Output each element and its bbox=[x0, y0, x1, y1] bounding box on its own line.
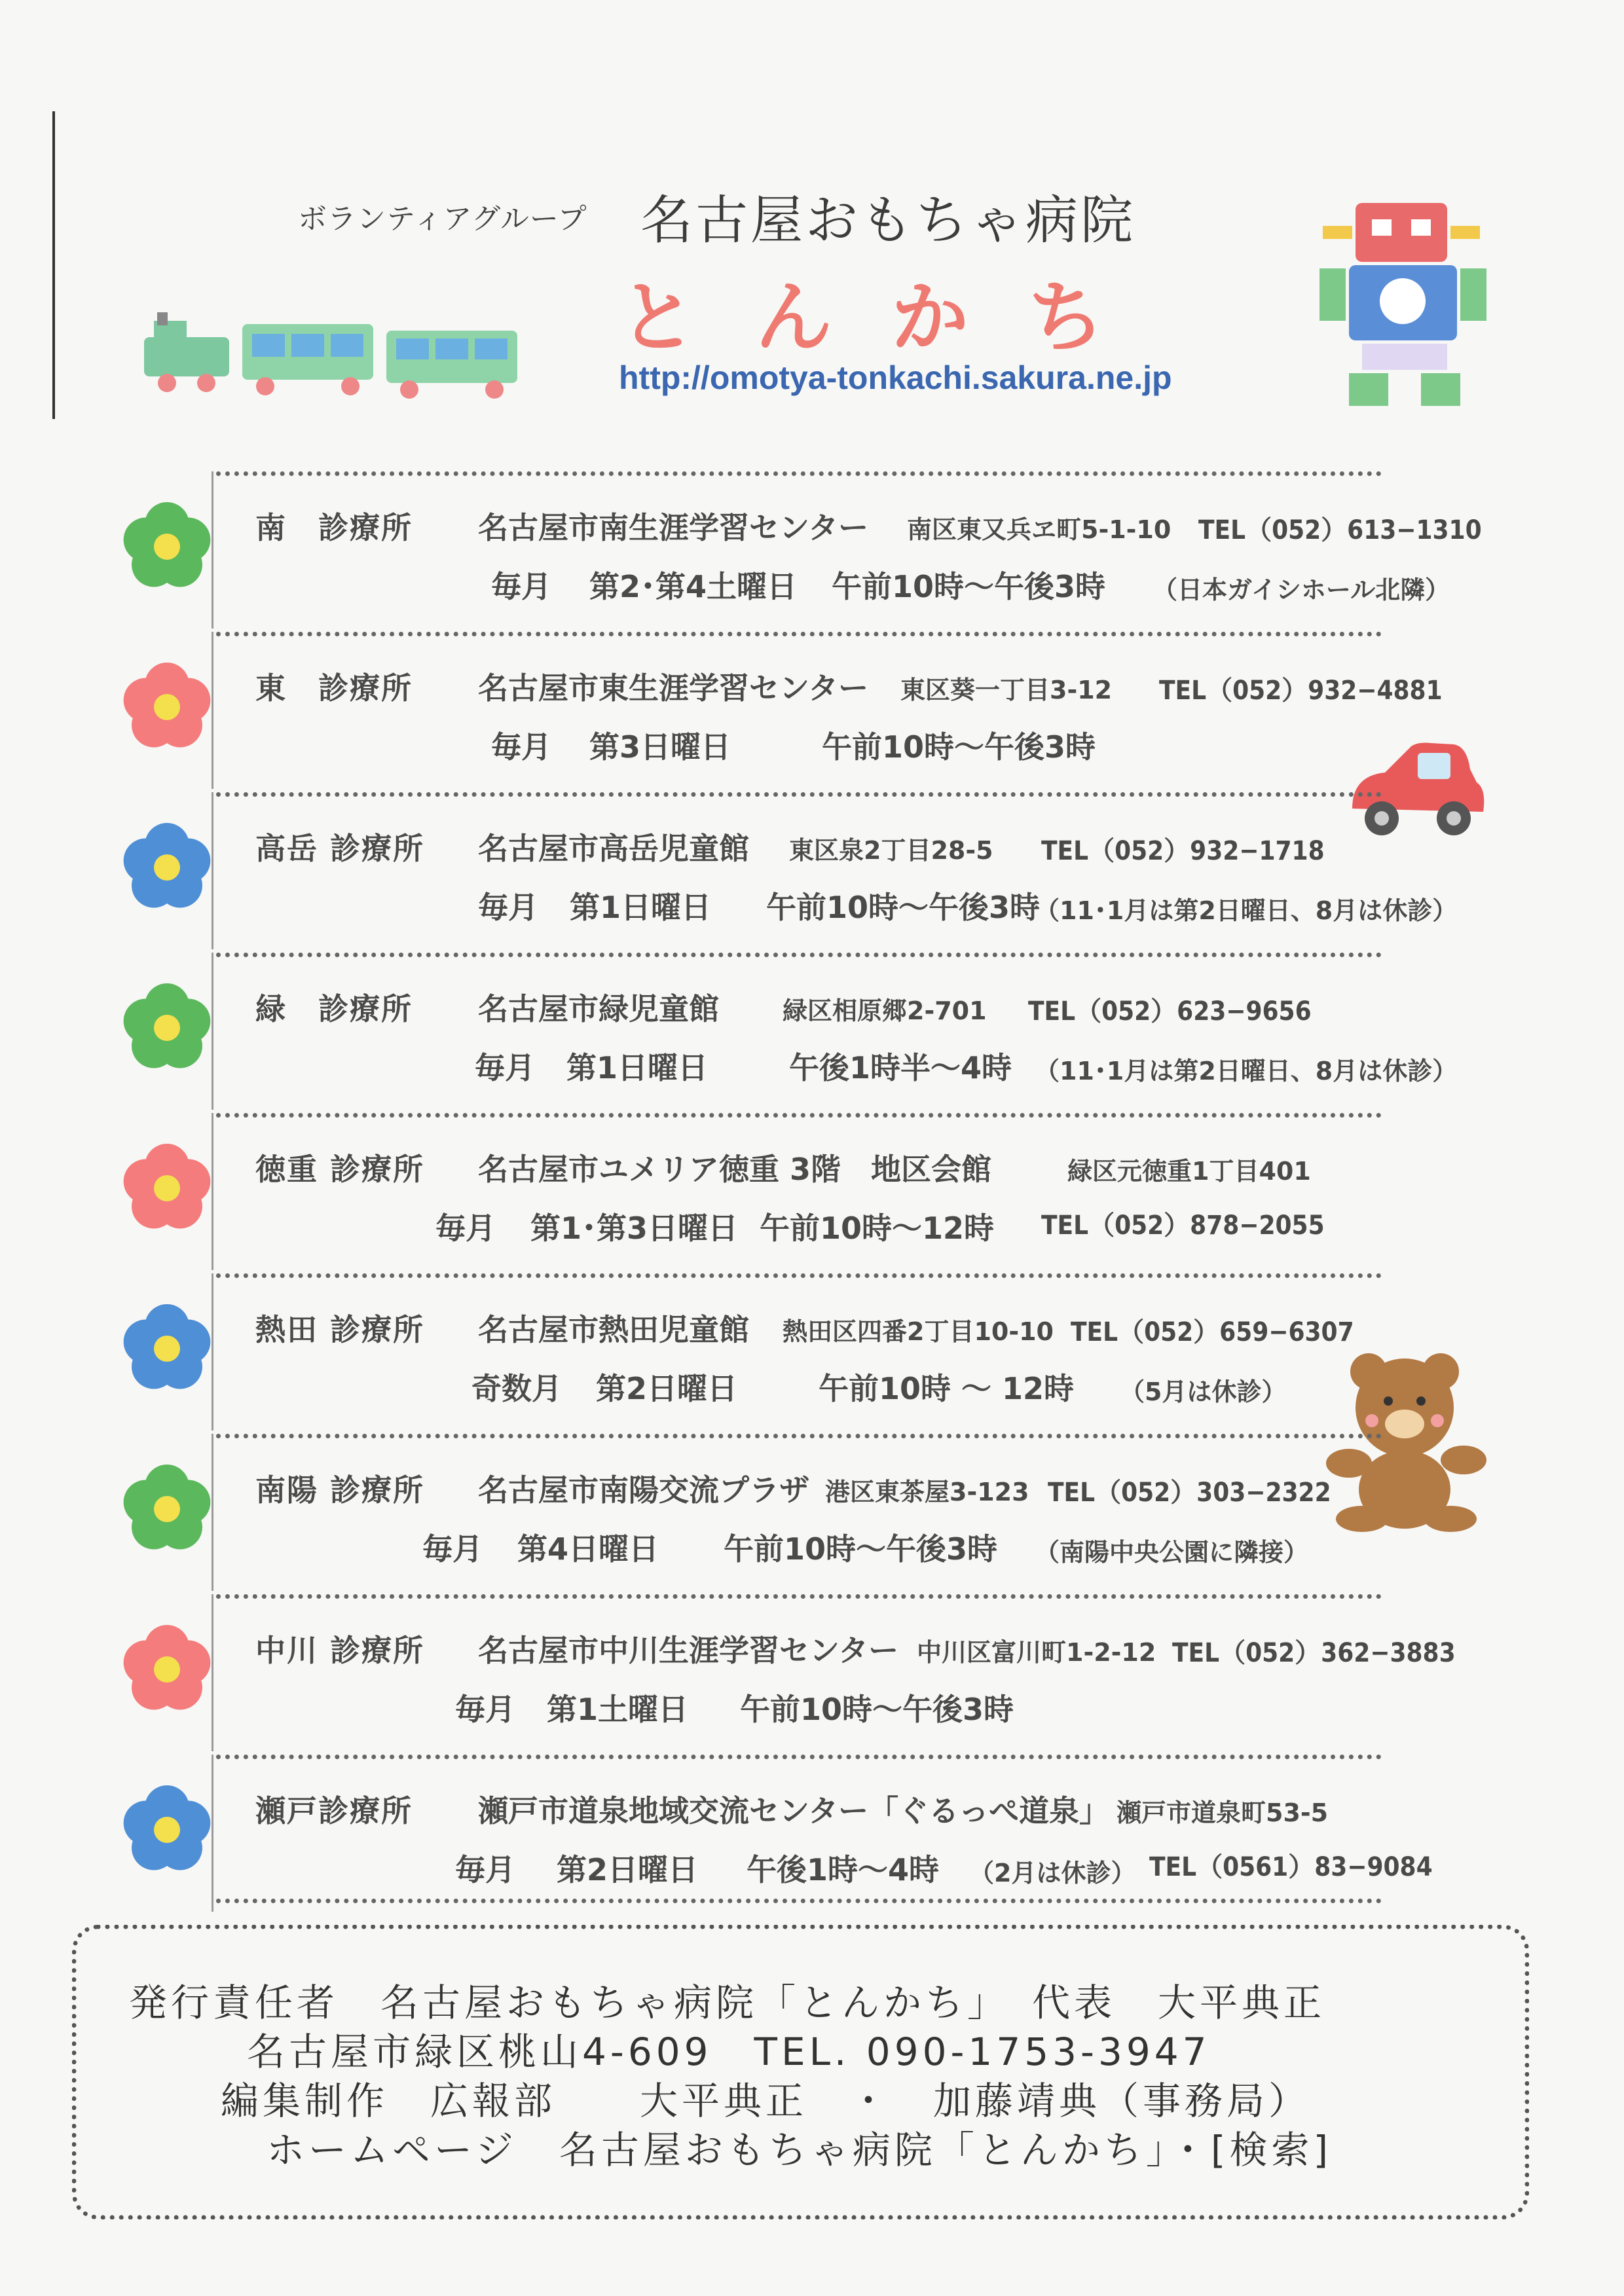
clinic-frequency: 毎月 bbox=[435, 1211, 496, 1246]
clinic-row bbox=[0, 1594, 1624, 1751]
page-title: 名古屋おもちゃ病院 bbox=[640, 190, 1135, 251]
clinic-phone: TEL（052）932−1718 bbox=[1041, 836, 1325, 866]
flower-icon bbox=[121, 1303, 213, 1394]
train-illustration bbox=[138, 298, 530, 403]
row-divider bbox=[216, 1113, 1382, 1118]
clinic-phone: TEL（052）659−6307 bbox=[1071, 1317, 1354, 1347]
flower-icon bbox=[121, 822, 213, 913]
clinic-row bbox=[0, 792, 1624, 949]
row-divider bbox=[216, 792, 1382, 797]
clinic-address: 港区東茶屋3-123 bbox=[825, 1478, 1029, 1506]
clinic-phone: TEL（052）362−3883 bbox=[1172, 1638, 1456, 1668]
clinic-hours: 午前10時 〜 12時 bbox=[819, 1371, 1075, 1406]
clinic-venue: 名古屋市熱田児童館 bbox=[478, 1312, 749, 1347]
flower-icon bbox=[121, 1784, 213, 1876]
clinic-day: 第3日曜日 bbox=[589, 729, 731, 765]
flower-icon bbox=[121, 501, 213, 592]
clinic-venue: 名古屋市ユメリア徳重 3階 地区会館 bbox=[478, 1152, 992, 1187]
group-name: とんかち bbox=[619, 272, 1164, 363]
publisher-info-box bbox=[72, 1925, 1529, 2219]
website-link[interactable]: http://omotya-tonkachi.sakura.ne.jp bbox=[619, 359, 1172, 396]
homepage-line: ホームページ 名古屋おもちゃ病院「とんかち」・[検索] bbox=[267, 2128, 1333, 2172]
clinic-phone: TEL（052）878−2055 bbox=[1041, 1211, 1325, 1241]
clinic-name: 中川 診療所 bbox=[255, 1633, 425, 1668]
clinic-day: 第1日曜日 bbox=[570, 890, 712, 925]
clinic-address: 緑区相原郷2-701 bbox=[783, 996, 987, 1025]
clinic-address: 中川区富川町1-2-12 bbox=[917, 1638, 1156, 1667]
row-divider bbox=[216, 1273, 1382, 1278]
clinic-row bbox=[0, 1113, 1624, 1270]
clinic-frequency: 毎月 bbox=[478, 890, 538, 925]
clinic-venue: 名古屋市緑児童館 bbox=[478, 991, 719, 1027]
row-divider bbox=[216, 1755, 1382, 1759]
address-line: 名古屋市緑区桃山4-609 TEL. 090-1753-3947 bbox=[247, 2030, 1211, 2074]
clinic-phone: TEL（052）932−4881 bbox=[1159, 676, 1443, 706]
flower-icon bbox=[121, 1463, 213, 1555]
clinic-note: （11･1月は第2日曜日、8月は休診） bbox=[1035, 1057, 1458, 1085]
clinic-day: 第1･第3日曜日 bbox=[530, 1211, 739, 1246]
row-divider bbox=[216, 632, 1382, 636]
row-divider bbox=[216, 1434, 1382, 1438]
clinic-address: 緑区元徳重1丁目401 bbox=[1067, 1157, 1311, 1186]
editor-line: 編集制作 広報部 大平典正 ・ 加藤靖典（事務局） bbox=[221, 2079, 1311, 2123]
clinic-note: （5月は休診） bbox=[1120, 1377, 1287, 1406]
flower-icon bbox=[121, 1142, 213, 1234]
clinic-address: 瀬戸市道泉町53-5 bbox=[1116, 1798, 1329, 1827]
clinic-phone: TEL（052）613−1310 bbox=[1198, 515, 1482, 545]
clinic-address: 東区泉2丁目28-5 bbox=[789, 836, 993, 865]
clinic-frequency: 毎月 bbox=[455, 1852, 515, 1887]
clinic-venue: 名古屋市南生涯学習センター bbox=[478, 510, 869, 545]
clinic-frequency: 毎月 bbox=[475, 1050, 535, 1085]
publisher-line: 発行責任者 名古屋おもちゃ病院「とんかち」 代表 大平典正 bbox=[129, 1980, 1326, 2025]
clinic-frequency: 毎月 bbox=[491, 569, 551, 604]
clinic-address: 熱田区四番2丁目10-10 bbox=[783, 1317, 1054, 1346]
group-label: ボランティアグループ bbox=[298, 202, 587, 236]
clinic-address: 南区東又兵ヱ町5-1-10 bbox=[907, 515, 1172, 544]
clinic-name: 南陽 診療所 bbox=[255, 1472, 425, 1508]
clinic-row bbox=[0, 1273, 1624, 1430]
clinic-frequency: 奇数月 bbox=[471, 1371, 562, 1406]
clinic-venue: 名古屋市中川生涯学習センター bbox=[478, 1633, 899, 1668]
clinic-name: 瀬戸診療所 bbox=[255, 1793, 413, 1829]
clinic-note: （日本ガイシホール北隣） bbox=[1153, 575, 1450, 604]
clinic-day: 第2･第4土曜日 bbox=[589, 569, 798, 604]
clinic-day: 第2日曜日 bbox=[596, 1371, 738, 1406]
margin-rule bbox=[52, 111, 55, 419]
clinic-phone: TEL（0561）83−9084 bbox=[1149, 1852, 1433, 1882]
clinic-name: 緑 診療所 bbox=[255, 991, 413, 1027]
clinic-venue: 名古屋市高岳児童館 bbox=[478, 831, 749, 866]
clinic-row bbox=[0, 632, 1624, 789]
clinic-name: 高岳 診療所 bbox=[255, 831, 425, 866]
clinic-hours: 午前10時〜午後3時 bbox=[766, 890, 1041, 925]
clinic-row bbox=[0, 471, 1624, 629]
clinic-note: （11･1月は第2日曜日、8月は休診） bbox=[1035, 896, 1458, 925]
flower-icon bbox=[121, 661, 213, 753]
clinic-name: 東 診療所 bbox=[255, 670, 413, 706]
row-divider bbox=[216, 1899, 1382, 1903]
clinic-venue: 瀬戸市道泉地域交流センター「ぐるっぺ道泉」 bbox=[478, 1793, 1110, 1829]
clinic-hours: 午前10時〜午後3時 bbox=[740, 1692, 1014, 1727]
clinic-hours: 午前10時〜12時 bbox=[760, 1211, 995, 1246]
row-divider bbox=[216, 471, 1382, 476]
flower-icon bbox=[121, 982, 213, 1074]
clinic-phone: TEL（052）623−9656 bbox=[1028, 996, 1312, 1027]
clinic-name: 徳重 診療所 bbox=[255, 1152, 425, 1187]
clinic-row bbox=[0, 1755, 1624, 1912]
robot-illustration bbox=[1310, 196, 1500, 412]
clinic-frequency: 毎月 bbox=[422, 1531, 483, 1567]
clinic-venue: 名古屋市東生涯学習センター bbox=[478, 670, 869, 706]
clinic-frequency: 毎月 bbox=[455, 1692, 515, 1727]
clinic-address: 東区葵一丁目3-12 bbox=[900, 676, 1113, 704]
clinic-hours: 午後1時半〜4時 bbox=[789, 1050, 1012, 1085]
clinic-day: 第4日曜日 bbox=[517, 1531, 659, 1567]
clinic-row bbox=[0, 1434, 1624, 1591]
clinic-venue: 名古屋市南陽交流プラザ bbox=[478, 1472, 809, 1508]
clinic-note: （2月は休診） bbox=[969, 1859, 1136, 1887]
row-divider bbox=[216, 953, 1382, 957]
row-divider bbox=[216, 1594, 1382, 1599]
clinic-phone: TEL（052）303−2322 bbox=[1048, 1478, 1331, 1508]
clinic-row bbox=[0, 953, 1624, 1110]
clinic-hours: 午前10時〜午後3時 bbox=[724, 1531, 998, 1567]
flower-icon bbox=[121, 1624, 213, 1715]
clinic-name: 南 診療所 bbox=[255, 510, 413, 545]
clinic-day: 第1日曜日 bbox=[566, 1050, 709, 1085]
clinic-name: 熱田 診療所 bbox=[255, 1312, 425, 1347]
clinic-note: （南陽中央公園に隣接） bbox=[1035, 1538, 1309, 1567]
clinic-hours: 午前10時〜午後3時 bbox=[832, 569, 1106, 604]
clinic-frequency: 毎月 bbox=[491, 729, 551, 765]
clinic-day: 第1土曜日 bbox=[547, 1692, 689, 1727]
clinic-hours: 午前10時〜午後3時 bbox=[822, 729, 1096, 765]
clinic-day: 第2日曜日 bbox=[557, 1852, 699, 1887]
clinic-hours: 午後1時〜4時 bbox=[747, 1852, 940, 1887]
